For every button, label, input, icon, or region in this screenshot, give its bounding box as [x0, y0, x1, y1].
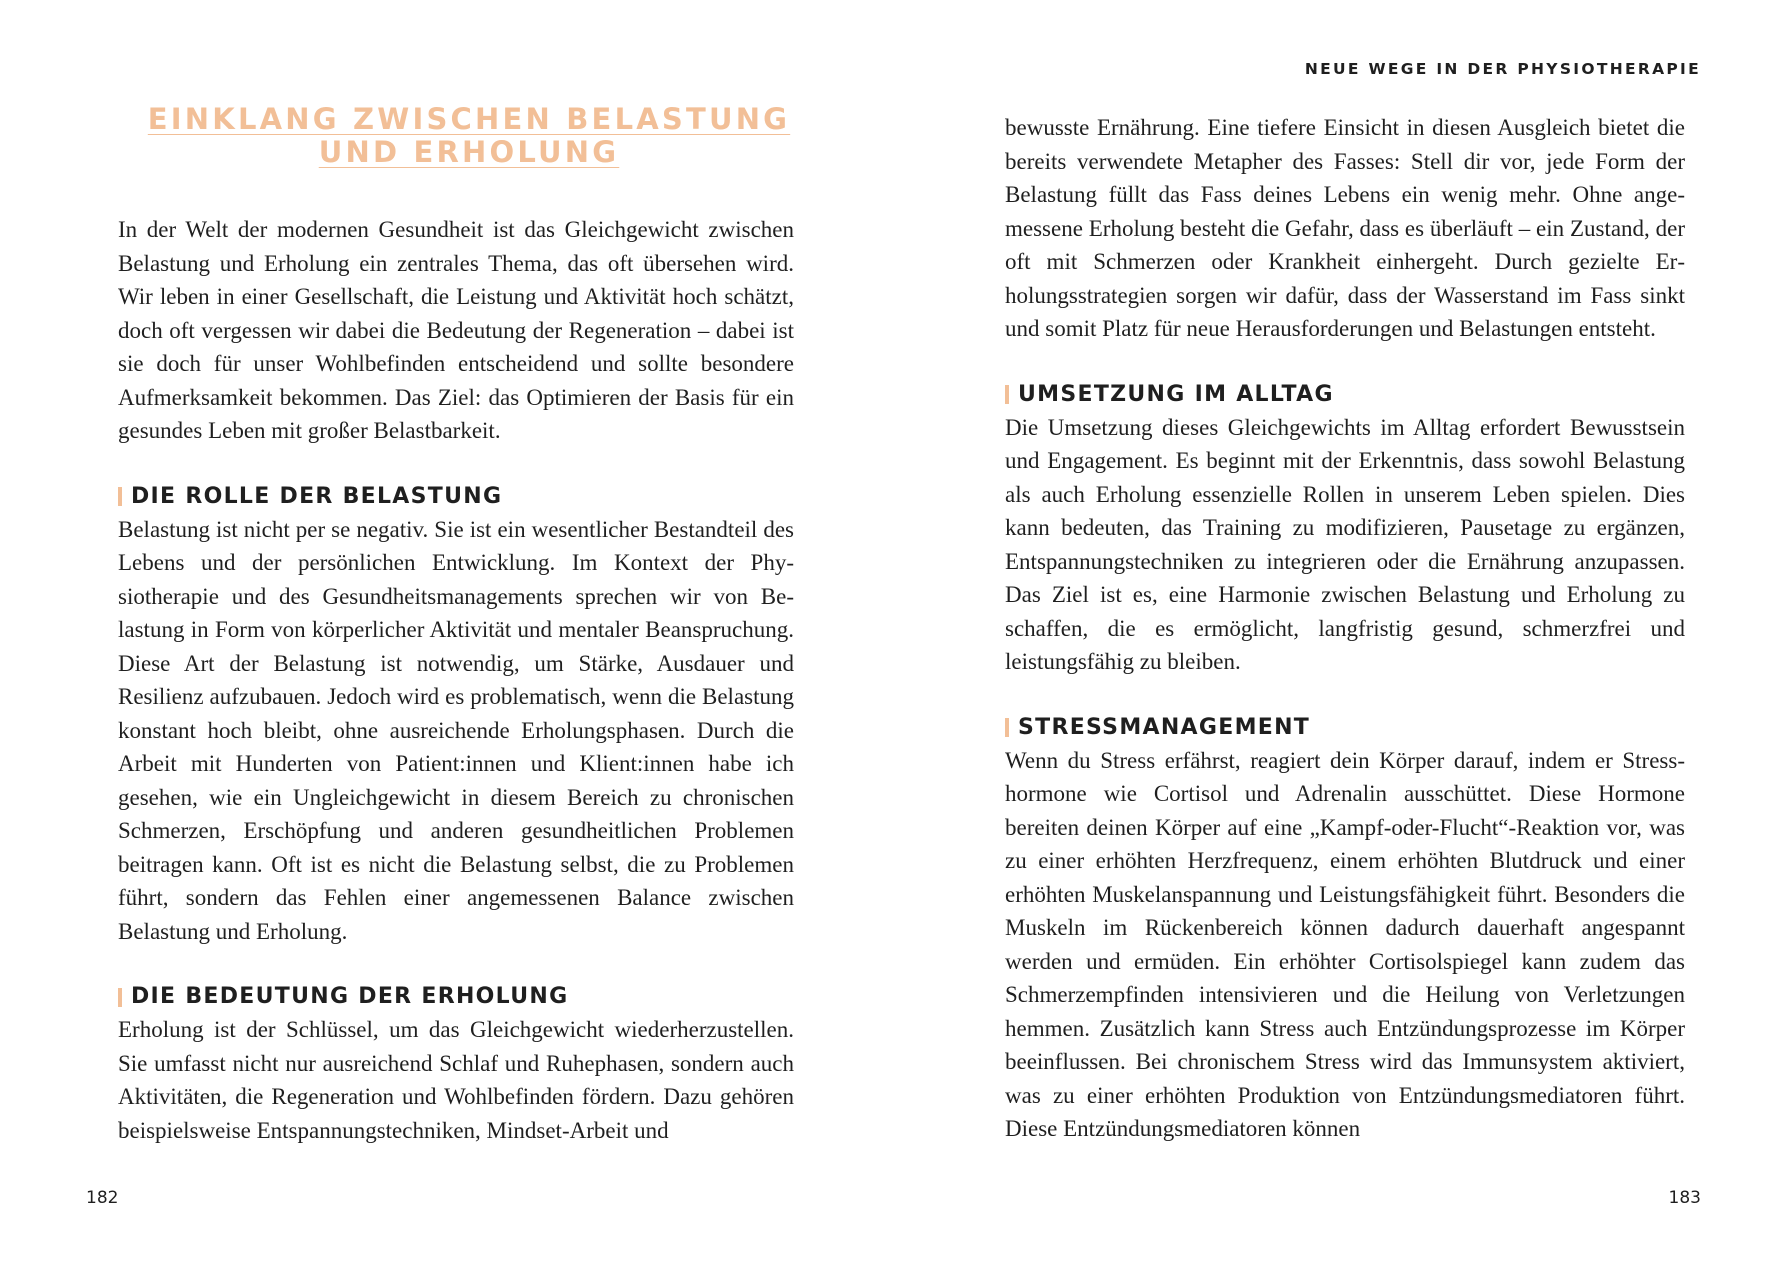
section-paragraph-rolle: Belastung ist nicht per se negativ. Sie ist ein wesentlicher Bestandteil des Lebens und der persönlichen Entwicklung. Im Kontext der Physiotherapie und des Gesundheitsmanagements sprechen wir von Belastung in Form von körperlicher Aktivität und mentaler Beanspruchung. Diese Art der Belastung ist notwendig, um Stärke, Ausdauer und Resilienz aufzubauen. Jedoch wird es problematisch, wenn die Belastung konstant hoch bleibt, ohne ausreichende Erholungsphasen. Durch die Arbeit mit Hunderten von Patient:innen und Klient:innen habe ich gesehen, wie ein Ungleichgewicht in diesem Bereich zu chronischen Schmerzen, Erschöpfung und anderen gesundheitlichen Problemen beitragen kann. Oft ist es nicht die Belastung selbst, die zu Problemen führt, sondern das Fehlen einer angemessenen Balance zwischen Belastung und Erholung. — [118, 516, 794, 944]
section-heading-text: DIE BEDEUTUNG DER ERHOLUNG — [131, 984, 569, 1009]
section-heading-text: STRESSMANAGEMENT — [1018, 714, 1311, 740]
intro-paragraph: In der Welt der modernen Gesundheit ist das Gleichgewicht zwischen Belastung und Erholung ein zentrales Thema, das oft übersehen wird. Wir leben in einer Gesellschaft, die Leistung und Aktivität hoch schätzt, doch oft vergessen wir dabei die Bedeutung der Regeneration – dabei ist sie doch für unser Wohlbefinden entscheidend und sollte besondere Aufmerksamkeit bekommen. Das Ziel: das Optimieren der Basis für ein gesundes Leben mit großer Belastbarkeit. — [118, 217, 794, 443]
right-text-column — [1005, 111, 1685, 1146]
section-heading-text: DIE ROLLE DER BELASTUNG — [131, 483, 503, 509]
left-page — [0, 0, 891, 1270]
section-paragraph-umsetzung: Die Umsetzung dieses Gleichgewichts im Alltag erfordert Bewusstsein und Engagement. Es beginnt mit der Erkenntnis, dass sowohl Belastung als auch Erholung essenzielle Rollen in unserem Leben spielen. Dies kann bedeuten, das Training zu modifizieren, Pausetage zu ergänzen, Entspannungstechniken zu integrieren oder die Ernährung anzupassen. Das Ziel ist es, eine Harmonie zwischen Belastung und Erholung zu schaffen, die es ermöglicht, langfristig gesund, schmerzfrei und leistungsfähig zu bleiben. — [1005, 414, 1685, 674]
section-heading-umsetzung — [1005, 379, 1685, 411]
accent-bar — [118, 988, 122, 1007]
section-paragraph-erholung: Erholung ist der Schlüssel, um das Gleichgewicht wiederherzustellen. Sie umfasst nicht nur ausreichend Schlaf und Ruhephasen, sondern auch Aktivitäten, die Regeneration und Wohlbefinden fördern. Dazu gehören beispielsweise Entspannungstechniken, Mindset-Arbeit und — [118, 1017, 794, 1143]
section-heading-rolle — [118, 481, 794, 513]
chapter-title-line-2: UND ERHOLUNG — [318, 135, 620, 169]
accent-bar — [118, 487, 122, 506]
section-heading-erholung — [118, 981, 794, 1013]
chapter-title — [118, 103, 820, 169]
continuation-paragraph: bewusste Ernährung. Eine tiefere Einsicht in diesen Ausgleich bietet die bereits verwendete Metapher des Fasses: Stell dir vor, jede Form der Belastung füllt das Fass deines Lebens ein wenig mehr. Ohne angemessene Erholung besteht die Gefahr, dass es überläuft – ein Zustand, der oft mit Schmerzen oder Krankheit einhergeht. Durch gezielte Erholungsstrategien sorgen wir dafür, dass der Wasserstand im Fass sinkt und somit Platz für neue Herausforderungen und Belastungen entsteht. — [1005, 115, 1685, 341]
page-number-right: 183 — [1668, 1188, 1701, 1208]
accent-bar — [1005, 385, 1009, 404]
page-number-left: 182 — [86, 1188, 119, 1208]
right-page — [891, 0, 1783, 1270]
section-heading-stress — [1005, 712, 1685, 744]
accent-bar — [1005, 718, 1009, 737]
running-head: NEUE WEGE IN DER PHYSIOTHERAPIE — [1304, 60, 1701, 78]
section-heading-text: UMSETZUNG IM ALLTAG — [1018, 381, 1334, 407]
left-text-column — [118, 213, 794, 1147]
chapter-title-line-1: EINKLANG ZWISCHEN BELASTUNG — [147, 102, 791, 136]
section-paragraph-stress: Wenn du Stress erfährst, reagiert dein Körper darauf, indem er Stresshormone wie Cortisol und Adrenalin ausschüttet. Diese Hormone bereiten deinen Körper auf eine „Kampf-oder-Flucht“-Reaktion vor, was zu einer erhöhten Herzfrequenz, einem erhöhten Blutdruck und einer erhöhten Muskelanspannung und Leistungsfähigkeit führt. Besonders die Muskeln im Rückenbereich können dadurch dauerhaft angespannt werden und ermüden. Ein erhöhter Cortisolspiegel kann zudem das Schmerzempfinden intensivieren und die Heilung von Verletzungen hemmen. Zusätzlich kann Stress auch Entzündungsprozesse im Körper beeinflussen. Bei chronischem Stress wird das Immunsystem aktiviert, was zu einer erhöhten Produktion von Entzündungsmediatoren führt. Diese Entzündungsmediatoren können — [1005, 747, 1685, 1141]
